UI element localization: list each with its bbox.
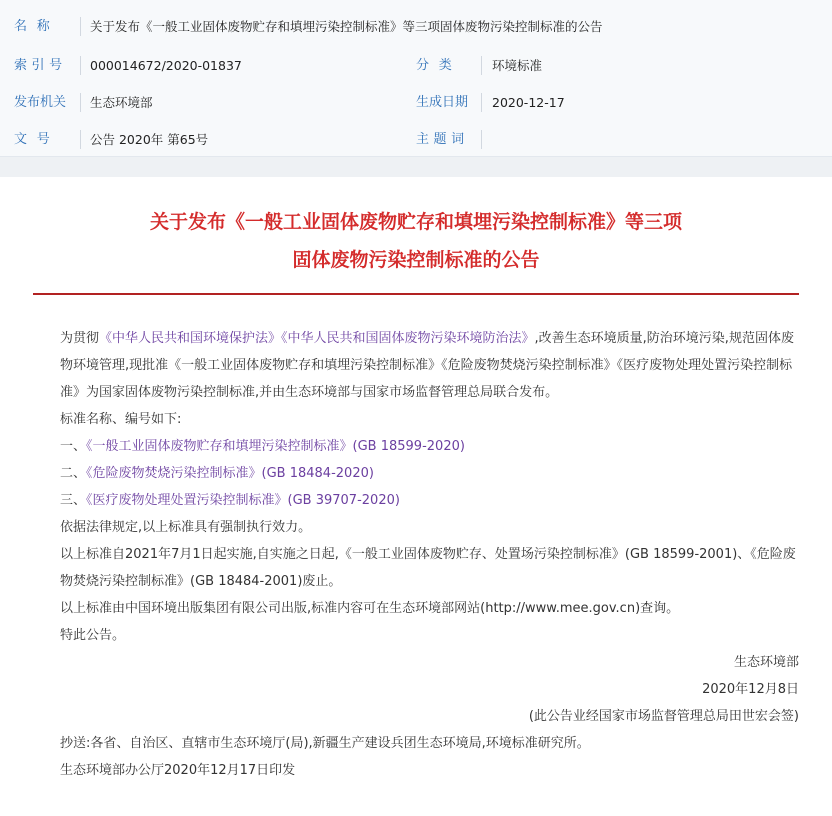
standard-number: 一、 xyxy=(60,439,87,454)
intro-paragraph xyxy=(33,325,799,406)
standard-item xyxy=(33,433,799,460)
article-body xyxy=(33,325,799,784)
category-label: 分类 xyxy=(416,58,462,73)
countersign-note: (此公告业经国家市场监督管理总局田世宏会签) xyxy=(528,709,799,724)
meta-row-index xyxy=(0,47,832,84)
index-value: 000014672/2020-01837 xyxy=(90,58,242,73)
index-label: 索引号 xyxy=(14,58,67,73)
document-metadata-panel xyxy=(0,0,832,157)
meta-row-name xyxy=(0,8,832,45)
article xyxy=(0,177,832,816)
standard-item xyxy=(33,460,799,487)
title-line-1: 关于发布《一般工业固体废物贮存和填埋污染控制标准》等三项 xyxy=(149,211,682,233)
docno-value: 公告 2020年 第65号 xyxy=(90,132,209,147)
standard-code[interactable]: (GB 18599-2020) xyxy=(352,439,465,454)
standard-link[interactable]: 《危险废物焚烧污染控制标准》 xyxy=(86,466,262,481)
name-value: 关于发布《一般工业固体废物贮存和填埋污染控制标准》等三项固体废物污染控制标准的公告 xyxy=(90,19,603,34)
meta-row-docno xyxy=(0,121,832,158)
printed-line: 生态环境部办公厅2020年12月17日印发 xyxy=(60,763,296,778)
divider xyxy=(481,56,482,75)
issuer-value: 生态环境部 xyxy=(90,95,153,110)
divider xyxy=(80,93,81,112)
article-title xyxy=(0,203,832,279)
law-link-environmental-protection[interactable]: 《中华人民共和国环境保护法》 xyxy=(99,331,282,346)
publication-paragraph: 以上标准由中国环境出版集团有限公司出版,标准内容可在生态环境部网站(http://www.mee.gov.cn)查询。 xyxy=(60,601,680,616)
legal-effect-paragraph: 依据法律规定,以上标准具有强制执行效力。 xyxy=(60,520,312,535)
cc-line: 抄送:各省、自治区、直辖市生态环境厅(局),新疆生产建设兵团生态环境局,环境标准研究所。 xyxy=(60,736,590,751)
docno-label: 文号 xyxy=(14,132,60,147)
date-label: 生成日期 xyxy=(416,95,469,110)
standard-code[interactable]: (GB 18484-2020) xyxy=(261,466,374,481)
list-intro: 标准名称、编号如下: xyxy=(60,412,182,427)
standard-link[interactable]: 《一般工业固体废物贮存和填埋污染控制标准》 xyxy=(86,439,353,454)
name-label: 名称 xyxy=(14,19,60,34)
divider xyxy=(80,56,81,75)
meta-row-issuer xyxy=(0,84,832,121)
effective-date-paragraph: 以上标准自2021年7月1日起实施,自实施之日起,《一般工业固体废物贮存、处置场污染控制标准》(GB 18599-2001)、《危险废物焚烧污染控制标准》(GB 18484-2001)废止。 xyxy=(60,547,796,589)
closing-phrase: 特此公告。 xyxy=(60,628,126,643)
intro-text: 为贯彻 xyxy=(60,331,100,346)
divider xyxy=(80,130,81,149)
law-link-solid-waste[interactable]: 《中华人民共和国固体废物污染环境防治法》 xyxy=(281,331,535,346)
intro-text-rest: ,改善生态环境质量,防治环境污染,规范固体废物环境管理,现批准《一般工业固体废物贮存和填埋污染控制标准》《危险废物焚烧污染控制标准》《医疗废物处理处置污染控制标准》为国家固体废物污染控制标准,并由生态环境部与国家市场监督管理总局联合发布。 xyxy=(60,331,794,400)
divider xyxy=(481,93,482,112)
title-divider xyxy=(33,293,799,295)
title-line-2: 固体废物污染控制标准的公告 xyxy=(292,249,540,271)
subject-label: 主题词 xyxy=(416,132,469,147)
date-value: 2020-12-17 xyxy=(492,95,565,110)
standard-item xyxy=(33,487,799,514)
divider xyxy=(80,17,81,36)
standard-number: 三、 xyxy=(60,493,87,508)
standard-code[interactable]: (GB 39707-2020) xyxy=(287,493,400,508)
section-gap xyxy=(0,157,832,177)
divider xyxy=(481,130,482,149)
standard-number: 二、 xyxy=(60,466,87,481)
category-value: 环境标准 xyxy=(492,58,543,73)
signature-date: 2020年12月8日 xyxy=(702,682,799,697)
signature-org: 生态环境部 xyxy=(733,655,799,670)
issuer-label: 发布机关 xyxy=(14,95,67,110)
standard-link[interactable]: 《医疗废物处理处置污染控制标准》 xyxy=(86,493,288,508)
